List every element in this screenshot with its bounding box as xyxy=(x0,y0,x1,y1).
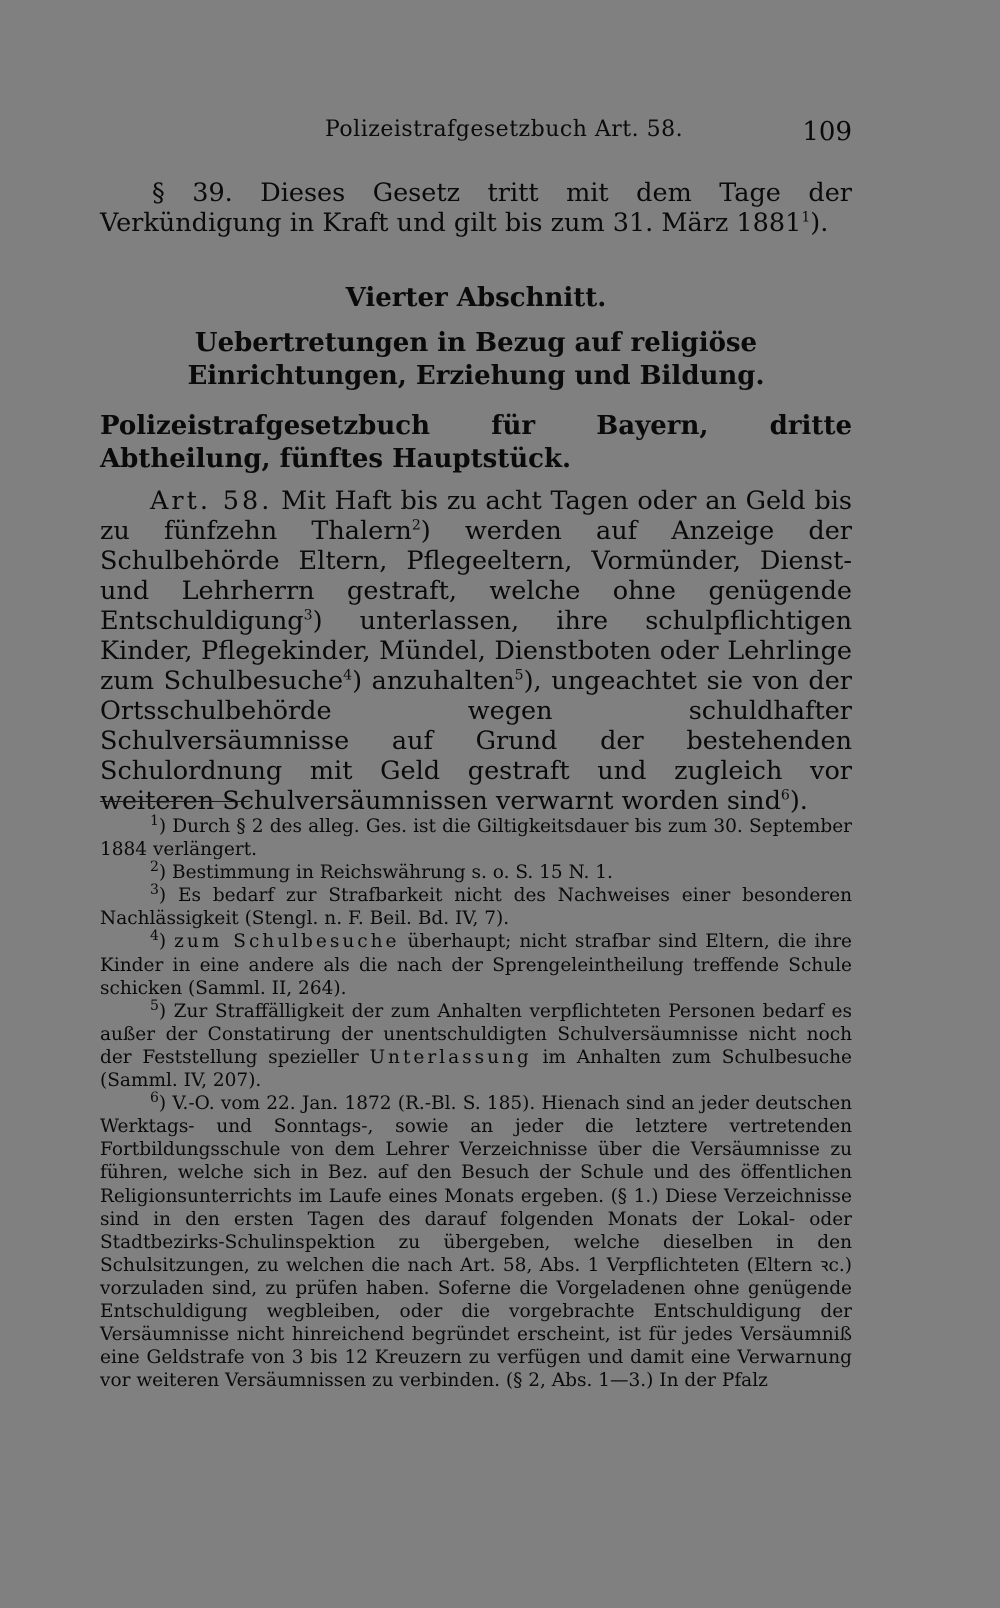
footnote-3 xyxy=(100,884,852,930)
article-58-text xyxy=(100,486,852,816)
footnote-ref-3: 3 xyxy=(303,607,313,624)
section-title: Vierter Abschnitt. xyxy=(345,283,607,313)
footnote-mark: 2 xyxy=(150,859,159,876)
footnote-5 xyxy=(100,997,852,1092)
paragraph-39-body: § 39. Dieses Gesetz tritt mit dem Tage der Verkündigung in Kraft und gilt bis zum 31. März 1881 xyxy=(100,178,852,238)
article-58-seg6: ). xyxy=(789,786,808,816)
footnote-emphasis: Unterlassung xyxy=(369,1046,532,1068)
footnote-mark: 1 xyxy=(150,812,159,829)
footnote-ref-2: 2 xyxy=(411,517,421,534)
article-58-seg1: Mit Haft bis zu acht Tagen oder an Geld bis zu fünfzehn Thalern xyxy=(100,486,852,546)
footnote-pre: ) xyxy=(158,931,167,953)
article-58-seg2: ) werden auf Anzeige der Schulbehörde Eltern, Pflegeeltern, Vormünder, Dienst- und Lehrherrn gestraft, welche ohne genügende Entschuldigung xyxy=(100,516,852,636)
footnote-text: ) Zur Straffälligkeit der zum Anhalten verpflichteten Personen bedarf es außer der Constatirung der unentschuldigten Schulversäumnisse nicht noch der Feststellung spezieller xyxy=(100,1000,852,1068)
footnote-ref-1: 1 xyxy=(801,209,811,226)
article-58-seg4: ) anzuhalten xyxy=(352,666,515,696)
page-header xyxy=(100,117,852,153)
footnote-2 xyxy=(100,861,852,884)
footnote-ref-4: 4 xyxy=(343,667,353,684)
footnote-divider xyxy=(100,801,250,802)
footnote-mark: 6 xyxy=(150,1089,159,1106)
footnote-mark: 5 xyxy=(150,997,159,1014)
paragraph-39-end: ). xyxy=(810,208,829,238)
article-58 xyxy=(100,486,852,816)
footnote-text: ) Es bedarf zur Strafbarkeit nicht des Nachweises einer besonderen Nachlässigkeit (Stengl. n. F. Beil. Bd. IV, 7). xyxy=(100,885,852,930)
page-number: 109 xyxy=(802,117,852,147)
footnote-emphasis: zum Schulbesuche xyxy=(174,931,400,953)
footnote-ref-6: 6 xyxy=(780,787,790,804)
footnote-text: überhaupt; nicht strafbar sind Eltern, die ihre Kinder in eine andere als die nach der Sprengeleintheilung treffende Schule schicken (Samml. II, 264). xyxy=(100,931,852,999)
footnote-text: ) Bestimmung in Reichswährung s. o. S. 15 N. 1. xyxy=(158,862,613,884)
footnote-end: im Anhalten zum Schulbesuche (Samml. IV, 207). xyxy=(100,1046,852,1092)
footnote-1 xyxy=(100,812,852,861)
paragraph-39 xyxy=(100,178,852,238)
footnote-text: ) Durch § 2 des alleg. Ges. ist die Giltigkeitsdauer bis zum 30. September 1884 verlängert. xyxy=(100,816,852,861)
article-58-seg3: ) unterlassen, ihre schulpflichtigen Kinder, Pflegekinder, Mündel, Dienstboten oder Lehrlinge zum Schulbesuche xyxy=(100,606,852,696)
footnote-text: ) V.-O. vom 22. Jan. 1872 (R.-Bl. S. 185). Hienach sind an jeder deutschen Werktags- und Sonntags-, sowie an jeder die letztere vertretenden Fortbildungsschule von dem Lehrer Verzeichnisse über die Versäumnisse zu führen, welche sich in Bez. auf den Besuch der Schule und des öffentlichen Religionsunterrichts im Laufe eines Monats ergeben. (§ 1.) Diese Verzeichnisse sind in den ersten Tagen des darauf folgenden Monats der Lokal- oder Stadtbezirks-Schulinspektion zu übergeben, welche dieselben in den Schulsitzungen, zu welchen die nach Art. 58, Abs. 1 Verpflichteten (Eltern ꝛc.) vorzuladen sind, zu prüfen haben. Soferne die Vorgeladenen ohne genügende Entschuldigung wegbleiben, oder die vorgebrachte Entschuldigung der Versäumnisse nicht hinreichend begründet erscheint, ist für jedes Versäumniß eine Geldstrafe von 3 bis 12 Kreuzern zu verfügen und damit eine Verwarnung vor weiteren Versäumnissen zu verbinden. (§ 2, Abs. 1—3.) In der Pfalz xyxy=(100,1093,852,1392)
footnote-mark: 3 xyxy=(150,882,159,899)
footnote-ref-5: 5 xyxy=(514,667,524,684)
footnotes xyxy=(100,812,852,1392)
article-label: Art. 58. xyxy=(150,486,273,516)
running-head: Polizeistrafgesetzbuch Art. 58. xyxy=(325,117,684,142)
footnote-4 xyxy=(100,930,852,999)
paragraph-39-text xyxy=(100,178,852,238)
footnote-mark: 4 xyxy=(150,928,159,945)
footnote-6 xyxy=(100,1089,852,1392)
source-heading: Polizeistrafgesetzbuch für Bayern, dritte Abtheilung, fünftes Hauptstück. xyxy=(100,411,852,474)
section-subtitle: Uebertretungen in Bezug auf religiöse Einrichtungen, Erziehung und Bildung. xyxy=(187,328,765,391)
article-58-seg5: ), ungeachtet sie von der Ortsschulbehörde wegen schuldhafter Schulversäumnisse auf Grund der bestehenden Schulordnung mit Geld gestraft und zugleich vor weiteren Schulversäumnissen verwarnt worden sind xyxy=(100,666,852,816)
